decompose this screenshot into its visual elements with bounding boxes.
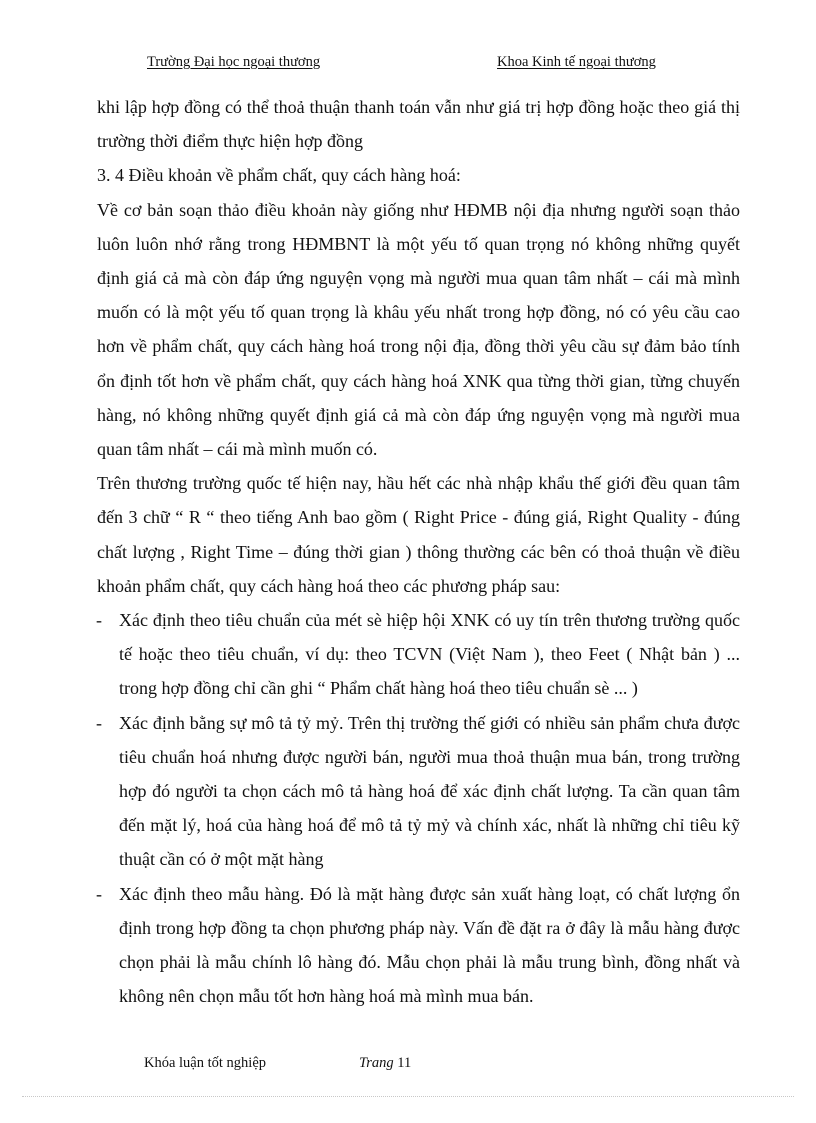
section-heading: 3. 4 Điều khoản về phẩm chất, quy cách hàng hoá: (97, 165, 461, 186)
bullet-dash: - (96, 883, 102, 904)
header-faculty: Khoa Kinh tế ngoại thương (497, 54, 656, 70)
bullet-dash: - (96, 712, 102, 733)
page-header (0, 54, 816, 76)
list-item (97, 603, 740, 706)
page-bottom-divider (22, 1096, 794, 1097)
footer-page-indicator (359, 1055, 411, 1072)
list-item-text: Xác định theo mẫu hàng. Đó là mặt hàng được sản xuất hàng loạt, có chất lượng ổn định trong hợp đồng ta chọn phương pháp này. Vấn đề đặt ra ở đây là mẫu hàng được chọn phải là mẫu chính lô hàng đó. Mẫu chọn phải là mẫu trung bình, đồng nhất và không nên chọn mẫu tốt hơn hàng hoá mà mình mua bán. (119, 883, 740, 1007)
list-item (97, 877, 740, 1014)
list-item-text: Xác định bằng sự mô tả tỷ mỷ. Trên thị trường thế giới có nhiều sản phẩm chưa được tiêu chuẩn hoá nhưng được người bán, người mua thoả thuận mua bán, trong trường hợp đó người ta chọn cách mô tả hàng hoá để xác định chất lượng. Ta cần quan tâm đến mặt lý, hoá của hàng hoá để mô tả tỷ mỷ và chính xác, nhất là những chỉ tiêu kỹ thuật cần có ở một mặt hàng (119, 712, 740, 870)
paragraph-quality-clause: Về cơ bản soạn thảo điều khoản này giống như HĐMB nội địa nhưng người soạn thảo luôn luôn nhớ rằng trong HĐMBNT là một yếu tố quan trọng nó không những quyết định giá cả mà còn đáp ứng nguyện vọng mà người mua quan tâm nhất – cái mà mình muốn có là một yếu tố quan trọng là khâu yếu nhất trong hợp đồng, nó có yêu cầu cao hơn về phẩm chất, quy cách hàng hoá trong nội địa, đồng thời yêu cầu sự đảm bảo tính ổn định tốt hơn về phẩm chất, quy cách hàng hoá XNK qua từng thời gian, từng chuyến hàng, nó không những quyết định giá cả mà còn đáp ứng nguyện vọng mà người mua quan tâm nhất – cái mà mình muốn có. (97, 199, 740, 460)
header-university: Trường Đại học ngoại thương (147, 54, 321, 70)
page-footer (0, 1055, 816, 1075)
methods-list (97, 603, 740, 1013)
page-label: Trang (359, 1055, 394, 1071)
list-item (97, 706, 740, 877)
list-item-text: Xác định theo tiêu chuẩn của mét sè hiệp hội XNK có uy tín trên thương trường quốc tế hoặc theo tiêu chuẩn, ví dụ: theo TCVN (Việt Nam ), theo Feet ( Nhật bản ) ... trong hợp đồng chỉ cần ghi “ Phẩm chất hàng hoá theo tiêu chuẩn sè ... ) (119, 610, 740, 699)
document-body (97, 90, 740, 1013)
page-number: 11 (397, 1055, 412, 1071)
bullet-dash: - (96, 610, 102, 631)
paragraph-three-r: Trên thương trường quốc tế hiện nay, hầu hết các nhà nhập khẩu thế giới đều quan tâm đến 3 chữ “ R “ theo tiếng Anh bao gồm ( Right Price - đúng giá, Right Quality - đúng chất lượng , Right Time – đúng thời gian ) thông thường các bên có thoả thuận về điều khoản phẩm chất, quy cách hàng hoá theo các phương pháp sau: (97, 473, 740, 596)
paragraph-continuation: khi lập hợp đồng có thể thoả thuận thanh toán vẫn như giá trị hợp đồng hoặc theo giá thị trường thời điểm thực hiện hợp đồng (97, 97, 740, 152)
footer-thesis-label: Khóa luận tốt nghiệp (144, 1055, 267, 1071)
